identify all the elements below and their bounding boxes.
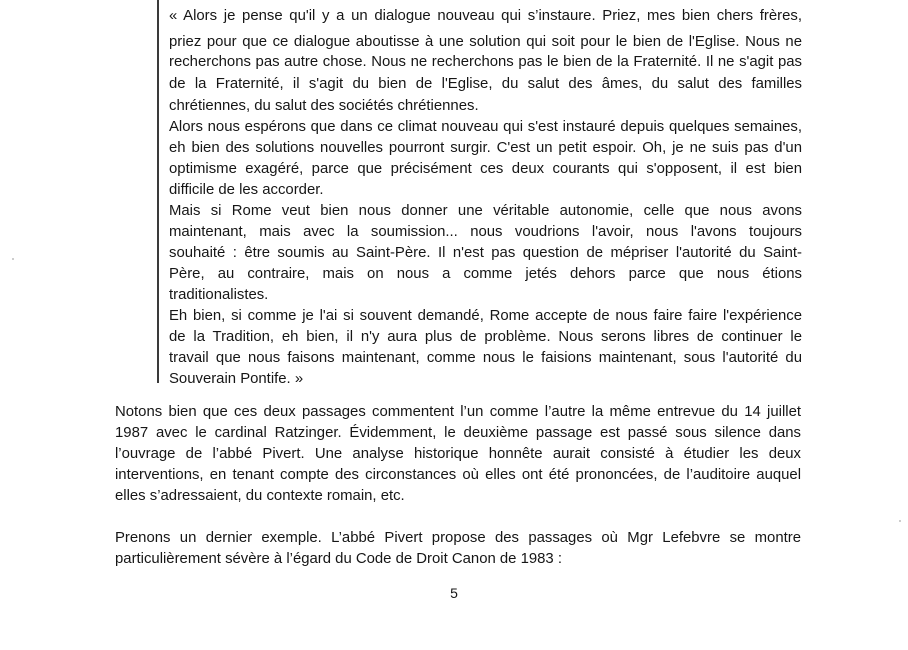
scan-speck: [899, 520, 901, 522]
quote-line: difficile de les accorder.: [169, 182, 324, 198]
quote-line: optimisme exagéré, parce que précisément ces deux courants qui s'opposent, il est bien: [169, 161, 802, 177]
paragraph-line: particulièrement sévère à l’égard du Code de Droit Canon de 1983 :: [115, 551, 562, 567]
quote-line: recherchons pas autre chose. Nous ne recherchons pas le bien de la Fraternité. Il ne s'agit pas: [169, 54, 802, 70]
page-number: 5: [450, 585, 458, 601]
quote-line: Eh bien, si comme je l'ai si souvent demandé, Rome accepte de nous faire faire l'expérience: [169, 308, 802, 324]
quote-line: chrétiennes, du salut des sociétés chrétiennes.: [169, 98, 479, 114]
quote-line: « Alors je pense qu'il y a un dialogue nouveau qui s’instaure. Priez, mes bien chers frères,: [169, 8, 802, 24]
quote-line: traditionalistes.: [169, 287, 269, 303]
quote-line: Souverain Pontife. »: [169, 371, 304, 387]
paragraph-line: interventions, en tenant compte des circonstances où elles ont été prononcées, de l’auditoire auquel: [115, 467, 801, 483]
paragraph-line: 1987 avec le cardinal Ratzinger. Évidemment, le deuxième passage est passé sous silence dans: [115, 425, 801, 441]
quote-line: priez pour que ce dialogue aboutisse à une solution qui soit pour le bien de l'Eglise. Nous ne: [169, 34, 802, 50]
quote-line: eh bien des solutions nouvelles pourront surgir. C'est un petit espoir. Oh, je ne suis pas d'un: [169, 140, 802, 156]
quote-line: Alors nous espérons que dans ce climat nouveau qui s'est instauré depuis quelques semaines,: [169, 119, 802, 135]
paragraph-line: Prenons un dernier exemple. L’abbé Pivert propose des passages où Mgr Lefebvre se montre: [115, 530, 801, 546]
quote-line: souhaité : être soumis au Saint-Père. Il n'est pas question de mépriser l'autorité du Saint-: [169, 245, 802, 261]
quote-line: Mais si Rome veut bien nous donner une véritable autonomie, celle que nous avons: [169, 203, 802, 219]
block-quote: [157, 0, 802, 387]
quote-line: de la Tradition, eh bien, il n'y aura plus de problème. Nous serons libres de continuer le: [169, 329, 802, 345]
paragraph-line: l’ouvrage de l’abbé Pivert. Une analyse historique honnête aurait consisté à étudier les deux: [115, 446, 801, 462]
quote-line: Père, au contraire, mais on nous a comme jetés dehors parce que nous étions: [169, 266, 802, 282]
quote-line: maintenant, mais avec la soumission... nous voudrions l'avoir, nous l'avons toujours: [169, 224, 802, 240]
quote-line: travail que nous faisons maintenant, comme nous le faisions maintenant, sous l'autorité du: [169, 350, 802, 366]
scan-speck: [12, 258, 14, 260]
paragraph-line: Notons bien que ces deux passages commentent l’un comme l’autre la même entrevue du 14 juillet: [115, 404, 801, 420]
quote-line: de la Fraternité, il s'agit du bien de l'Eglise, du salut des âmes, du salut des familles: [169, 76, 802, 92]
paragraph-line: elles s’adressaient, du contexte romain, etc.: [115, 488, 405, 504]
